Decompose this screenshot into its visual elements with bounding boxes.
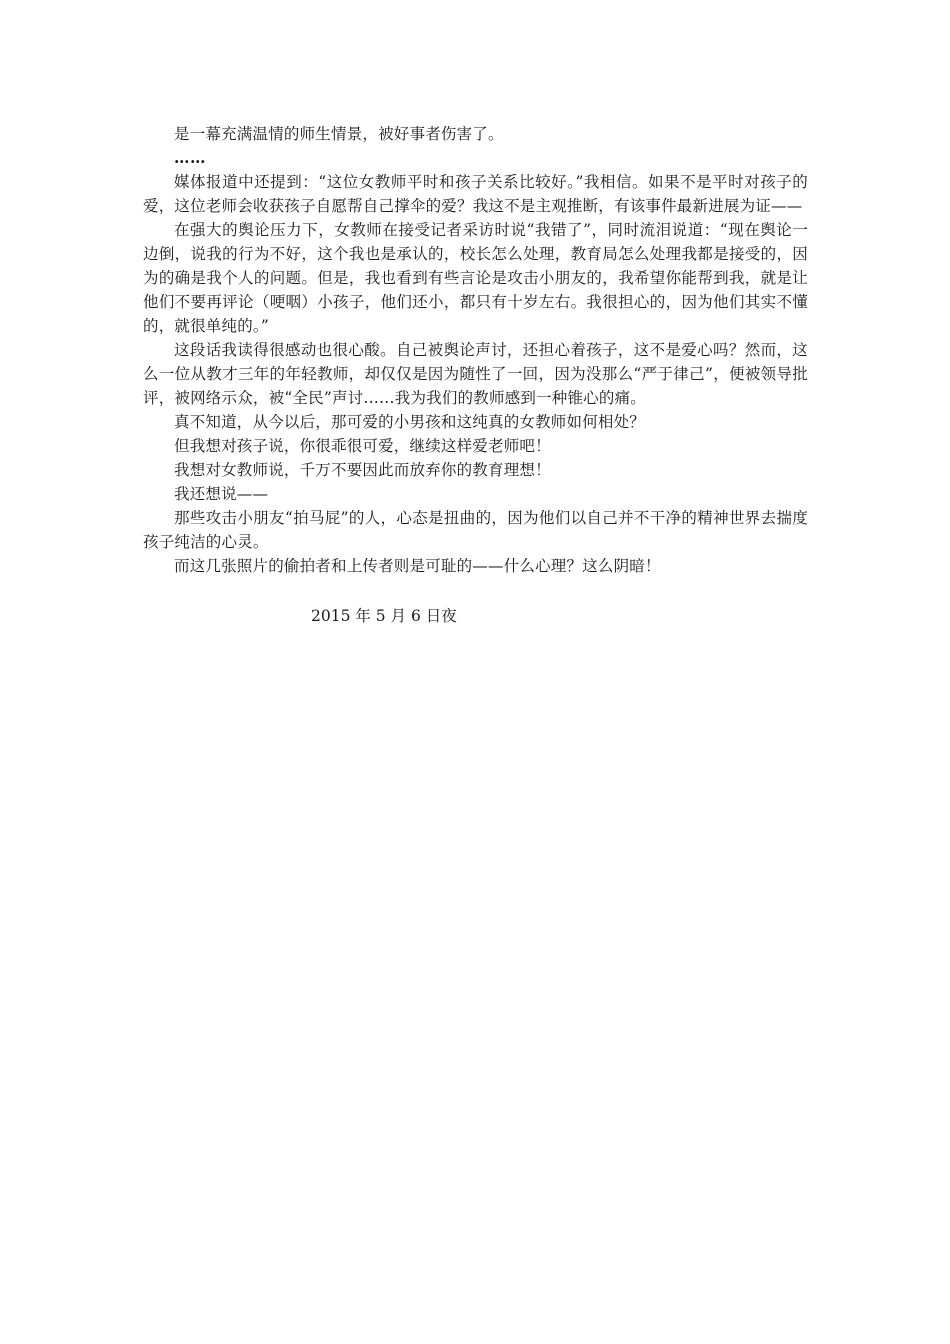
paragraph: 真不知道，从今以后，那可爱的小男孩和这纯真的女教师如何相处？ [174, 413, 646, 431]
date-line: 2015 年 5 月 6 日夜 [311, 607, 457, 625]
paragraph: 是一幕充满温情的师生情景，被好事者伤害了。 [174, 125, 504, 143]
paragraph: 这段话我读得很感动也很心酸。自己被舆论声讨，还担心着孩子，这不是爱心吗？然而，这么一位从教才三年的年轻教师，却仅仅是因为随性了一回，因为没那么“严于律己”，便被领导批评，被网络示众，被“全民”声讨……我为我们的教师感到一种锥心的痛。 [143, 341, 808, 407]
paragraph: 媒体报道中还提到：“这位女教师平时和孩子关系比较好。”我相信。如果不是平时对孩子的爱，这位老师会收获孩子自愿帮自己撑伞的爱？我这不是主观推断，有该事件最新进展为证—— [143, 173, 808, 215]
paragraph: 但我想对孩子说，你很乖很可爱，继续这样爱老师吧！ [174, 437, 551, 455]
paragraph: 我想对女教师说，千万不要因此而放弃你的教育理想！ [174, 461, 551, 479]
paragraph: 而这几张照片的偷拍者和上传者则是可耻的——什么心理？这么阴暗！ [174, 557, 661, 575]
ellipsis-separator: …… [174, 148, 206, 167]
paragraph: 在强大的舆论压力下，女教师在接受记者采访时说“我错了”，同时流泪说道：“现在舆论一边倒，说我的行为不好，这个我也是承认的，校长怎么处理，教育局怎么处理我都是接受的，因为的确是我个人的问题。但是，我也看到有些言论是攻击小朋友的，我希望你能帮到我，就是让他们不要再评论（哽咽）小孩子，他们还小，都只有十岁左右。我很担心的，因为他们其实不懂的，就很单纯的。” [143, 221, 808, 335]
paragraph: 那些攻击小朋友“拍马屁”的人，心态是扭曲的，因为他们以自己并不干净的精神世界去揣度孩子纯洁的心灵。 [143, 509, 808, 551]
article-body [143, 122, 808, 628]
paragraph: 我还想说—— [174, 485, 269, 503]
